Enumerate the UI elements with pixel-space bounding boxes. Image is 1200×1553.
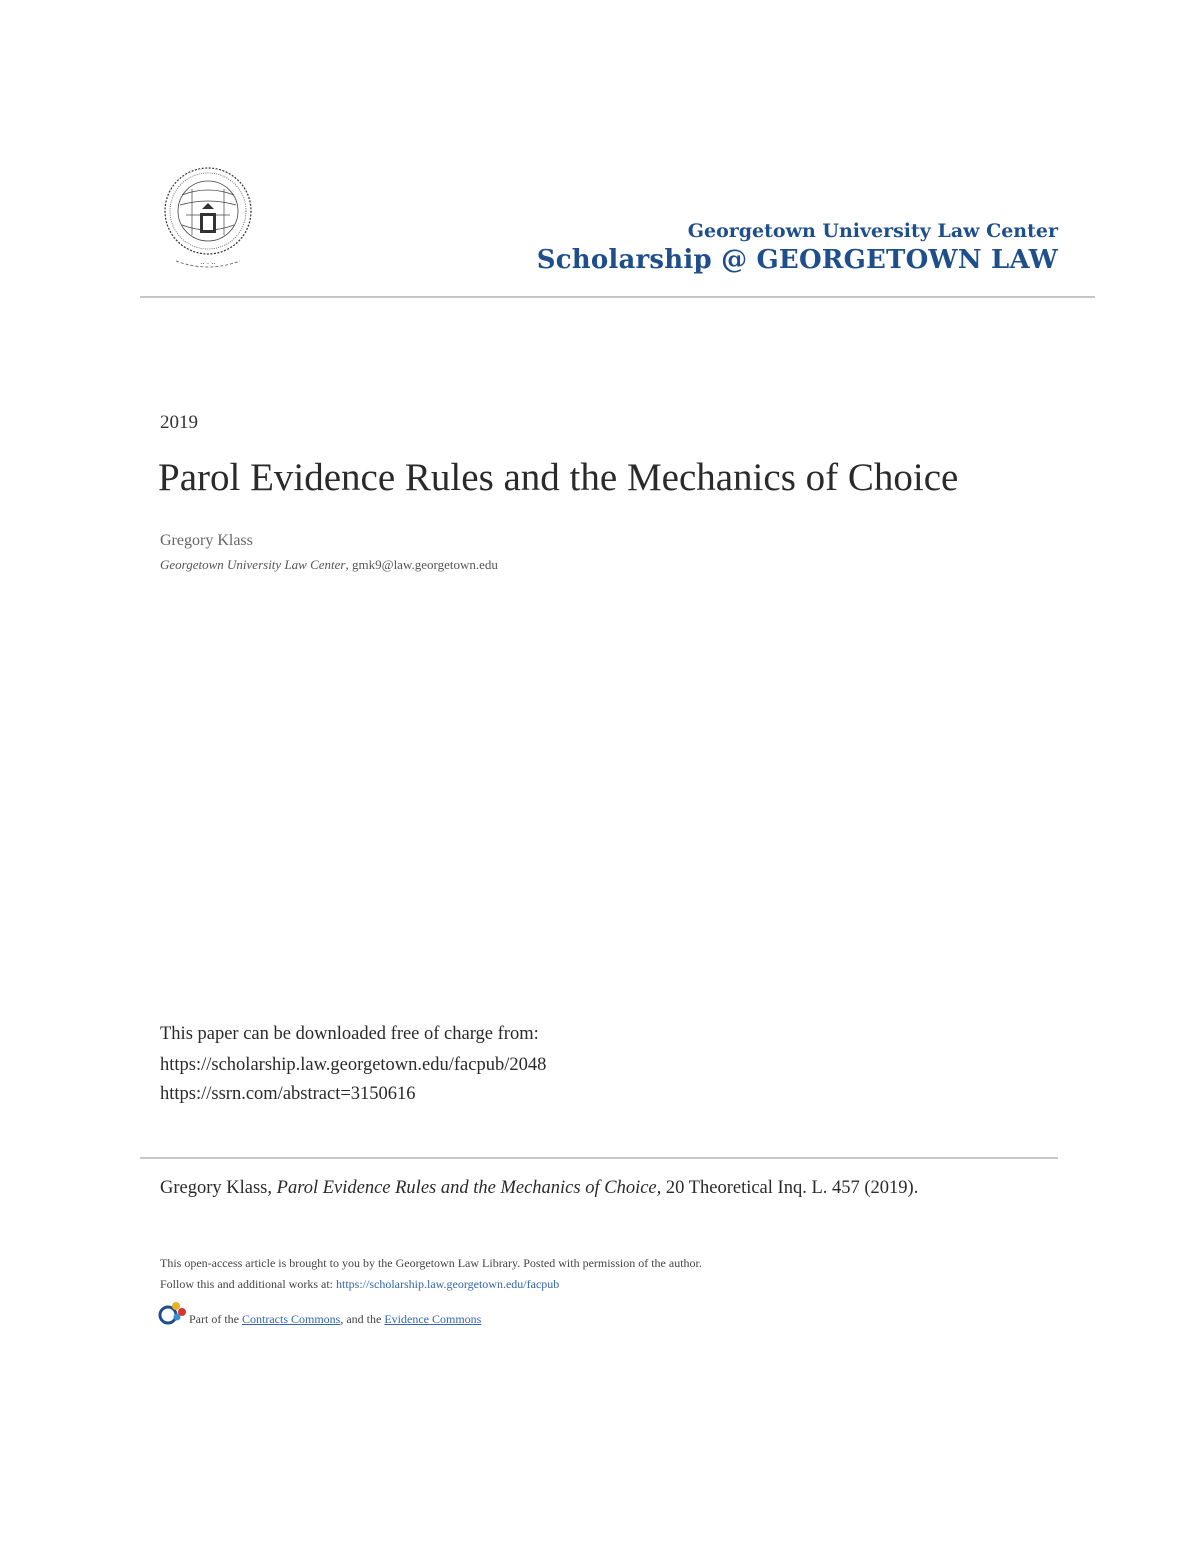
citation-title: Parol Evidence Rules and the Mechanics of Choice,	[276, 1178, 662, 1198]
citation-divider	[140, 1157, 1058, 1159]
author-affiliation	[160, 557, 498, 573]
author-name: Gregory Klass	[160, 532, 253, 549]
evidence-commons-link[interactable]: Evidence Commons	[384, 1312, 482, 1326]
publication-year: 2019	[160, 412, 198, 433]
open-access-notice: This open-access article is brought to you by the Georgetown Law Library. Posted with permission of the author.	[160, 1256, 702, 1270]
network-commons-icon	[157, 1300, 187, 1326]
follow-prefix: Follow this and additional works at:	[160, 1277, 333, 1291]
citation	[160, 1178, 918, 1199]
document-title: Parol Evidence Rules and the Mechanics of Choice	[158, 456, 959, 499]
georgetown-seal-icon	[162, 165, 254, 273]
affiliation-institution: Georgetown University Law Center	[160, 557, 346, 572]
contracts-commons-link[interactable]: Contracts Commons	[242, 1312, 341, 1326]
part-of-middle: , and the	[340, 1312, 382, 1326]
part-of-prefix: Part of the	[189, 1312, 239, 1326]
follow-link[interactable]: https://scholarship.law.georgetown.edu/facpub	[336, 1277, 560, 1291]
follow-line	[160, 1277, 559, 1292]
affiliation-email[interactable]: gmk9@law.georgetown.edu	[351, 557, 498, 572]
institution-line: Georgetown University Law Center	[687, 220, 1058, 242]
download-intro: This paper can be downloaded free of charge from:	[160, 1024, 539, 1044]
download-url-ssrn[interactable]: https://ssrn.com/abstract=3150616	[160, 1084, 416, 1104]
repository-name[interactable]: Scholarship @ GEORGETOWN LAW	[536, 245, 1058, 275]
citation-author: Gregory Klass,	[160, 1178, 273, 1198]
download-url-primary[interactable]: https://scholarship.law.georgetown.edu/facpub/2048	[160, 1055, 547, 1075]
commons-line	[189, 1312, 481, 1327]
citation-source: 20 Theoretical Inq. L. 457 (2019).	[665, 1178, 919, 1198]
affiliation-separator: ,	[345, 557, 352, 572]
svg-text:·· · ··: ·· · ··	[200, 260, 216, 268]
header-divider	[140, 296, 1095, 298]
